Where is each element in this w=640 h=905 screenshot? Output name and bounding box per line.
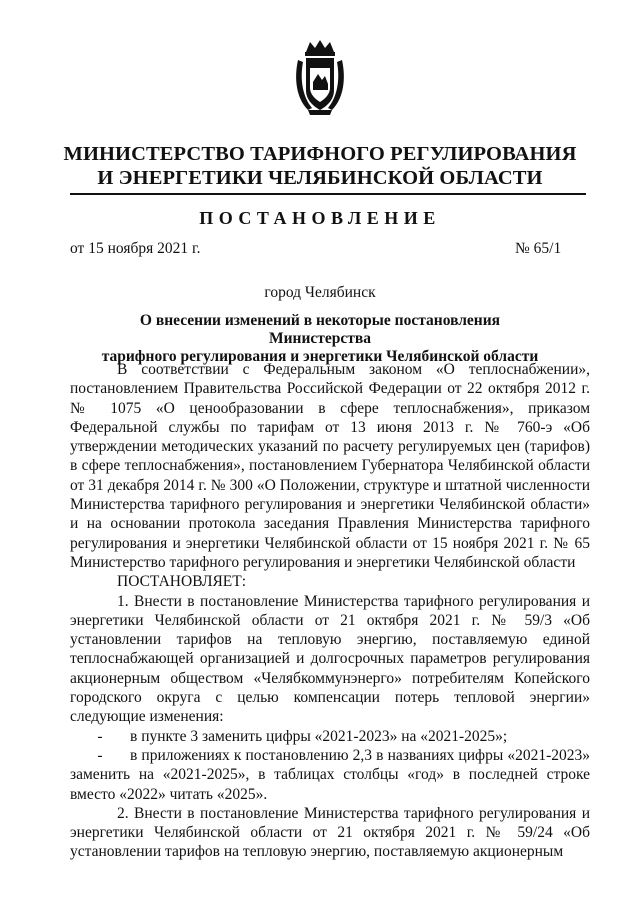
subject-line-1: О внесении изменений в некоторые постановления Министерства xyxy=(139,312,501,347)
dash-marker: - xyxy=(97,727,103,745)
dash-item-1-text: в пункте 3 заменить цифры «2021-2023» на «2021-2025»; xyxy=(130,727,508,745)
document-number: № 65/1 xyxy=(515,240,562,257)
ministry-name xyxy=(60,142,580,190)
document-type: ПОСТАНОВЛЕНИЕ xyxy=(199,208,441,228)
document-city: город Челябинск xyxy=(264,284,376,301)
dash-item-2-text: в приложениях к постановлению 2,3 в названиях цифры «2021-2023» заменить на «2021-2025», в таблицах столбцы «год» в последней строке вместо «2022» читать «2025». xyxy=(70,746,590,803)
dash-item-1 xyxy=(70,727,590,746)
ministry-line-2: И ЭНЕРГЕТИКИ ЧЕЛЯБИНСКОЙ ОБЛАСТИ xyxy=(97,167,543,189)
coat-of-arms-icon xyxy=(294,38,346,116)
dash-item-2 xyxy=(70,746,590,804)
dash-marker: - xyxy=(97,746,103,764)
resolves-heading: ПОСТАНОВЛЯЕТ: xyxy=(117,573,247,591)
document-subject xyxy=(90,312,550,366)
header-divider xyxy=(70,193,586,195)
ministry-line-1: МИНИСТЕРСТВО ТАРИФНОГО РЕГУЛИРОВАНИЯ xyxy=(63,143,577,165)
document-body xyxy=(70,360,590,862)
item-1-paragraph: 1. Внести в постановление Министерства тарифного регулирования и энергетики Челябинской области от 21 октября 2021 г. № 59/3 «Об установлении тарифов на тепловую энергию, поставляемую единой теплоснабжающей организацией и долгосрочных параметров регулирования акционерным обществом «Челябкоммунэнерго» потребителям Копейского городского округа с целью компенсации потерь тепловой энергии» следующие изменения: xyxy=(70,592,590,726)
subject-line-2: тарифного регулирования и энергетики Челябинской области xyxy=(101,348,539,365)
document-date: от 15 ноября 2021 г. xyxy=(70,240,201,257)
preamble-paragraph: В соответствии с Федеральным законом «О теплоснабжении», постановлением Правительства Российской Федерации от 22 октября 2012 г. № 1075 «О ценообразовании в сфере теплоснабжения», приказом Федеральной службы по тарифам от 13 июня 2013 г. № 760-э «Об утверждении методических указаний по расчету регулируемых цен (тарифов) в сфере теплоснабжения», постановлением Губернатора Челябинской области от 31 декабря 2014 г. № 300 «О Положении, структуре и штатной численности Министерства тарифного регулирования и энергетики Челябинской области» и на основании протокола заседания Правления Министерства тарифного регулирования и энергетики Челябинской области от 15 ноября 2021 г. № 65 Министерство тарифного регулирования и энергетики Челябинской области xyxy=(70,361,590,571)
item-2-paragraph: 2. Внести в постановление Министерства тарифного регулирования и энергетики Челябинской области от 21 октября 2021 г. № 59/24 «Об установлении тарифов на тепловую энергию, поставляемую акционерным xyxy=(70,804,590,861)
